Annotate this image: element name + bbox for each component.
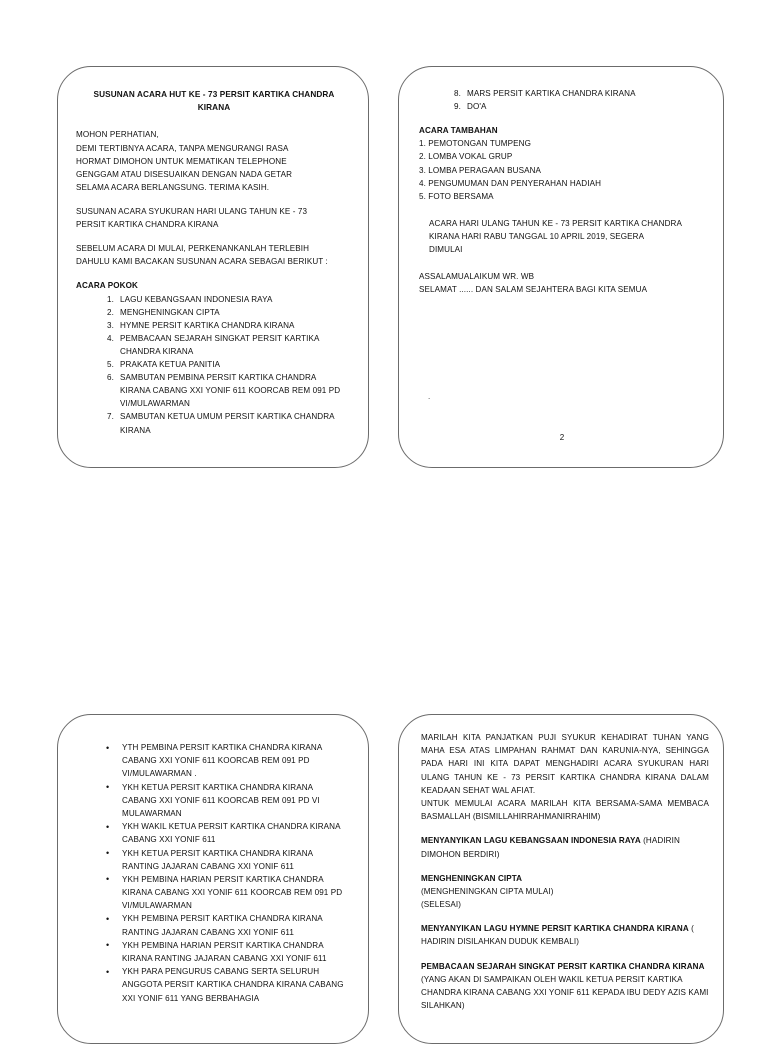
acara-tambahan-list [419,137,709,203]
announcement-line: KIRANA HARI RABU TANGGAL 10 APRIL 2019, SEGERA [429,231,645,241]
list-item: 3. LOMBA PERAGAAN BUSANA [419,165,542,175]
list-item-number: 2. [107,307,114,317]
program-block-note: (HADIRIN DIMOHON BERDIRI) [421,836,680,859]
program-block-heading: MENGHENINGKAN CIPTA [421,873,523,883]
section-heading-acara-tambahan: ACARA TAMBAHAN [419,126,498,136]
list-item-line: SAMBUTAN KETUA UMUM PERSIT KARTIKA CHANDRA [120,412,335,422]
list-item-line: YKH PEMBINA PERSIT KARTIKA CHANDRA KIRANA [122,914,323,924]
list-item [72,741,364,781]
list-item-line: RANTING JAJARAN CABANG XXI YONIF 611 [122,927,294,937]
list-item-line: MENGHENINGKAN CIPTA [120,307,220,317]
list-item-line: KIRANA CABANG XXI YONIF 611 KOORCAB REM 091 PD [120,386,341,396]
list-item: 4. PENGUMUMAN DAN PENYERAHAN HADIAH [419,178,602,188]
list-item-line: YTH PEMBINA PERSIT KARTIKA CHANDRA KIRANA [122,743,323,752]
program-block-heading: MENYANYIKAN LAGU KEBANGSAAN INDONESIA RAYA [421,836,641,846]
acara-pokok-continued-list [419,87,709,113]
card-panel-4 [398,714,724,1044]
intro-block [76,242,352,268]
list-item-line: YKH PARA PENGURUS CABANG SERTA SELURUH [122,967,320,977]
list-item-number: 7. [107,412,114,422]
list-item [72,965,364,1005]
list-item [72,939,364,965]
list-item-line: VI/MULAWARMAN [122,901,192,911]
card-panel-2 [398,66,724,468]
notice-line: SELAMA ACARA BERLANGSUNG. TERIMA KASIH. [76,182,270,192]
list-item-line: CABANG XXI YONIF 611 KOORCAB REM 091 PD [122,756,310,766]
program-block-note: (YANG AKAN DI SAMPAIKAN OLEH WAKIL KETUA PERSIT KARTIKA CHANDRA KIRANA CABANG XXI YONIF 611 KEPADA IBU DEDY AZIS KAMI SILAHKAN) [421,974,709,1011]
list-item-number: 8. [454,89,461,98]
bullet-icon: • [106,940,110,951]
list-item-line: SAMBUTAN PEMBINA PERSIT KARTIKA CHANDRA [120,373,317,383]
list-item-number: 1. [107,294,114,304]
list-item-line: CHANDRA KIRANA [120,346,194,356]
greeting-line: ASSALAMUALAIKUM WR. WB [419,272,535,282]
list-item-line: XXI YONIF 611 YANG BERBAHAGIA [122,993,260,1003]
notice-line: DEMI TERTIBNYA ACARA, TANPA MENGURANGI RASA [76,143,289,153]
list-item: 1. PEMOTONGAN TUMPENG [419,139,531,149]
list-item [76,306,352,319]
list-item: 5. FOTO BERSAMA [419,191,494,201]
program-block-cue-mulai: (MENGHENINGKAN CIPTA MULAI) [421,886,554,896]
card-panel-3 [57,714,369,1044]
intro-line: DAHULU KAMI BACAKAN SUSUNAN ACARA SEBAGAI BERIKUT : [76,257,328,267]
page-number: 2 [559,433,565,442]
list-item-line: CABANG XXI YONIF 611 [122,835,216,845]
program-block-hymne [421,922,709,948]
announcement-line: DIMULAI [429,245,463,255]
list-item [76,410,352,436]
list-item-line: YKH PEMBINA HARIAN PERSIT KARTIKA CHANDRA [122,940,324,950]
list-item-line: YKH KETUA PERSIT KARTIKA CHANDRA KIRANA [122,848,314,858]
list-item-line: VI/MULAWARMAN [120,399,190,409]
honoree-bullet-list [72,741,364,1005]
bullet-icon: • [106,913,110,924]
bullet-icon: • [106,782,110,793]
panel-1-body [76,89,352,437]
greeting-line: SELAMAT ...... DAN SALAM SEJAHTERA BAGI KITA SEMUA [419,285,648,295]
list-item [72,873,364,913]
list-item [72,912,364,938]
list-item-line: HYMNE PERSIT KARTIKA CHANDRA KIRANA [120,320,295,330]
program-block-cue-selesai: (SELESAI) [421,900,462,910]
bullet-icon: • [106,821,110,832]
list-item-line: YKH KETUA PERSIT KARTIKA CHANDRA KIRANA [122,782,314,792]
list-item [76,358,352,371]
list-item [76,293,352,306]
bullet-icon: • [106,848,110,858]
list-item-number: 3. [107,320,114,330]
notice-block [76,128,352,194]
program-block-heading: MENYANYIKAN LAGU HYMNE PERSIT KARTIKA CHANDRA KIRANA [421,924,689,934]
notice-line: GENGGAM ATAU DISESUAIKAN DENGAN NADA GETAR [76,169,293,179]
list-item-line: LAGU KEBANGSAAN INDONESIA RAYA [120,294,273,304]
program-block-mengheningkan-cipta [421,872,709,885]
list-item [76,371,352,410]
list-item [76,332,352,358]
list-item-line: VI/MULAWARMAN . [122,769,197,779]
notice-line: HORMAT DIMOHON UNTUK MEMATIKAN TELEPHONE [76,156,287,166]
list-item-line: YKH WAKIL KETUA PERSIT KARTIKA CHANDRA KIRANA [122,822,341,832]
announcement-line: ACARA HARI ULANG TAHUN KE - 73 PERSIT KARTIKA CHANDRA [429,218,682,228]
list-item [419,100,709,113]
acara-pokok-list [76,293,352,437]
announcement-block [419,217,709,256]
subtitle-line: PERSIT KARTIKA CHANDRA KIRANA [76,220,219,230]
list-item-number: 4. [107,333,114,343]
program-block-indonesia-raya [421,834,709,860]
list-item-number: 9. [454,102,461,112]
list-item-line: CABANG XXI YONIF 611 KOORCAB REM 091 PD VI [122,795,320,805]
stray-mark: . [428,392,431,401]
list-item-line: YKH PEMBINA HARIAN PERSIT KARTIKA CHANDRA [122,874,324,884]
program-block-sejarah-singkat [421,960,709,1013]
bullet-icon: • [106,874,110,885]
section-heading-acara-pokok: ACARA POKOK [76,281,138,291]
list-item-line: PRAKATA KETUA PANITIA [120,360,221,370]
list-item [76,319,352,332]
list-item-line: MARS PERSIT KARTIKA CHANDRA KIRANA [467,89,636,98]
list-item [72,847,364,873]
list-item: 2. LOMBA VOKAL GRUP [419,152,513,162]
list-item [72,781,364,821]
list-item [419,87,709,100]
bullet-icon: • [106,742,110,753]
program-block-heading: PEMBACAAN SEJARAH SINGKAT PERSIT KARTIKA CHANDRA KIRANA [421,961,705,971]
subtitle-block [76,205,352,231]
list-item-line: ANGGOTA PERSIT KARTIKA CHANDRA KIRANA CABANG [122,980,344,990]
opening-paragraph: MARILAH KITA PANJATKAN PUJI SYUKUR KEHADIRAT TUHAN YANG MAHA ESA ATAS LIMPAHAN RAHMAT DAN KARUNIA-NYA, SEHINGGA PADA HARI INI KITA DAPAT MENGHADIRI ACARA SYUKURAN HARI ULANG TAHUN KE - 73 PERSIT KARTIKA CHANDRA KIRANA DALAM KEADAAN SEHAT WAL AFIAT. [421,733,709,795]
list-item-line: KIRANA CABANG XXI YONIF 611 KOORCAB REM 091 PD [122,888,343,898]
list-item-line: KIRANA RANTING JAJARAN CABANG XXI YONIF 611 [122,954,327,963]
list-item-line: RANTING JAJARAN CABANG XXI YONIF 611 [122,861,294,871]
subtitle-line: SUSUNAN ACARA SYUKURAN HARI ULANG TAHUN KE - 73 [76,206,308,216]
panel-2-body [419,87,709,296]
list-item [72,820,364,846]
program-block-note: ( HADIRIN DISILAHKAN DUDUK KEMBALI) [421,924,694,947]
list-item-line: PEMBACAAN SEJARAH SINGKAT PERSIT KARTIKA [120,333,320,343]
list-item-number: 5. [107,360,114,370]
page-title: SUSUNAN ACARA HUT KE - 73 PERSIT KARTIKA CHANDRA KIRANA [93,90,335,112]
opening-paragraph-2: UNTUK MEMULAI ACARA MARILAH KITA BERSAMA-SAMA MEMBACA BASMALLAH (BISMILLAHIRRAHMANIRRAHIM) [421,798,709,822]
list-item-number: 6. [107,373,114,383]
list-item-line: MULAWARMAN [122,808,182,818]
list-item-line: DO'A [467,102,487,112]
bullet-icon: • [106,966,110,977]
panel-4-body [421,731,709,1012]
intro-line: SEBELUM ACARA DI MULAI, PERKENANKANLAH TERLEBIH [76,244,310,254]
greeting-block [419,270,709,296]
panel-3-body [72,741,364,1005]
notice-line: MOHON PERHATIAN, [76,130,159,140]
card-panel-1 [57,66,369,468]
list-item-line: KIRANA [120,425,151,435]
